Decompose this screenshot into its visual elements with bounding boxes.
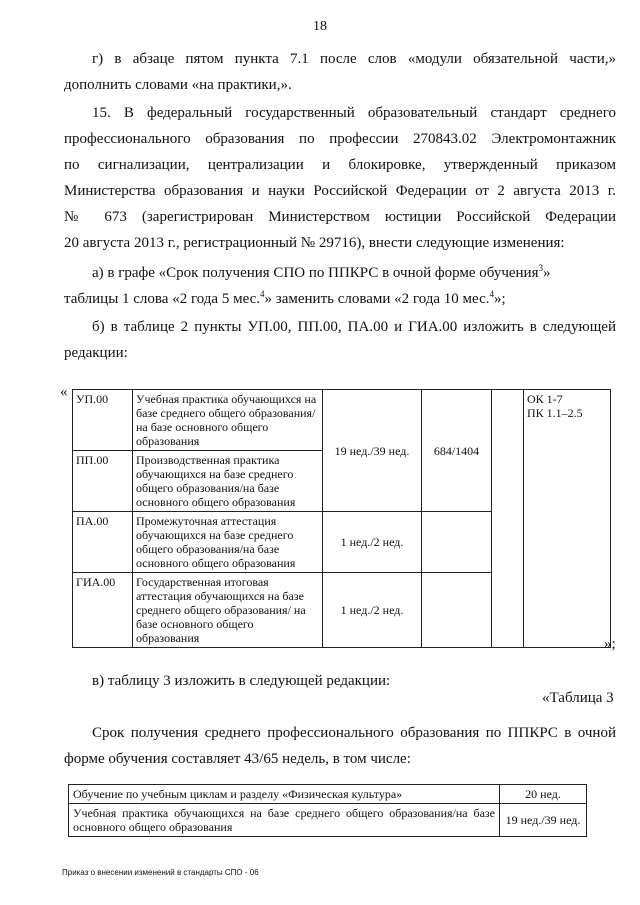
paragraph-a-text-5: »; [494, 291, 506, 307]
merged-hours: 684/1404 [422, 390, 492, 512]
table-3-caption: «Таблица 3 [542, 690, 614, 706]
row-hours [422, 512, 492, 573]
paragraph-v-line-1: в) таблицу 3 изложить в следующей редакции: [92, 673, 391, 689]
paragraph-15-line-3: по сигнализации, централизации и блокировке, утвержденный приказом [64, 157, 616, 173]
table-row [69, 785, 587, 804]
paragraph-a-text-1: а) в графе «Срок получения СПО по ППКРС в очной форме обучения [92, 265, 539, 281]
row-value: 19 нед./39 нед. [500, 804, 587, 837]
row-code: ПП.00 [73, 451, 133, 512]
paragraph-b [64, 314, 616, 366]
paragraph-b-line-2: редакции: [64, 345, 128, 361]
footnote-ref: 4 [489, 289, 494, 299]
paragraph-g [64, 46, 616, 98]
closing-quote: »; [604, 636, 616, 652]
page-number: 18 [313, 19, 327, 34]
empty-cell [492, 390, 524, 648]
row-value: 20 нед. [500, 785, 587, 804]
paragraph-a-text-4: » заменить словами «2 года 10 мес. [264, 291, 490, 307]
row-description: Государственная итоговая аттестация обучающихся на базе среднего общего образования/ на базе основного общего образования [133, 573, 323, 648]
paragraph-a-line-2 [64, 286, 616, 312]
paragraph-15-line-1: 15. В федеральный государственный образовательный стандарт среднего [92, 105, 616, 121]
footer-note: Приказ о внесении изменений в стандарты СПО - 06 [62, 868, 259, 877]
row-label: Учебная практика обучающихся на базе среднего общего образования/на базе основного общего образования [69, 804, 500, 837]
row-code: ПА.00 [73, 512, 133, 573]
table-2 [72, 389, 611, 648]
paragraph-a-line-1 [64, 260, 616, 286]
paragraph-g-line-2: дополнить словами «на практики,». [64, 77, 292, 93]
row-label: Обучение по учебным циклам и разделу «Физическая культура» [69, 785, 500, 804]
row-code: ГИА.00 [73, 573, 133, 648]
opening-quote: « [60, 384, 68, 400]
competencies-cell [524, 390, 611, 648]
table-row [73, 390, 611, 451]
paragraph-v [64, 668, 616, 694]
row-description: Учебная практика обучающихся на базе среднего общего образования/на базе основного общего образования [133, 390, 323, 451]
paragraph-term [64, 720, 616, 772]
competencies-pk: ПК 1.1–2.5 [527, 406, 583, 420]
paragraph-a-text-3: таблицы 1 слова «2 года 5 мес. [64, 291, 261, 307]
row-weeks: 1 нед./2 нед. [323, 512, 422, 573]
paragraph-term-line-1: Срок получения среднего профессионального образования по ППКРС в очной [92, 725, 616, 741]
paragraph-15-line-4: Министерства образования и науки Российской Федерации от 2 августа 2013 г. [64, 183, 616, 199]
row-description: Производственная практика обучающихся на базе среднего общего образования/на базе основного общего образования [133, 451, 323, 512]
table-3 [68, 784, 587, 837]
paragraph-g-line-1: г) в абзаце пятом пункта 7.1 после слов «модули обязательной части,» [92, 51, 616, 67]
paragraph-b-line-1: б) в таблице 2 пункты УП.00, ПП.00, ПА.00 и ГИА.00 изложить в следующей [92, 319, 616, 335]
footnote-ref: 4 [260, 289, 265, 299]
paragraph-15-line-5: № 673 (зарегистрирован Министерством юстиции Российской Федерации [64, 209, 616, 225]
paragraph-15-line-2: профессионального образования по профессии 270843.02 Электромонтажник [64, 131, 616, 147]
footnote-ref: 3 [538, 263, 543, 273]
paragraph-a [64, 260, 616, 312]
paragraph-term-line-2: форме обучения составляет 43/65 недель, в том числе: [64, 751, 411, 767]
paragraph-a-text-2: » [542, 265, 551, 281]
row-weeks: 1 нед./2 нед. [323, 573, 422, 648]
row-description: Промежуточная аттестация обучающихся на базе среднего общего образования/на базе основного общего образования [133, 512, 323, 573]
merged-weeks: 19 нед./39 нед. [323, 390, 422, 512]
row-code: УП.00 [73, 390, 133, 451]
paragraph-15-line-6: 20 августа 2013 г., регистрационный № 29716), внести следующие изменения: [64, 235, 565, 251]
table-row [69, 804, 587, 837]
competencies-ok: ОК 1-7 [527, 392, 563, 406]
row-hours [422, 573, 492, 648]
paragraph-15 [64, 100, 616, 256]
